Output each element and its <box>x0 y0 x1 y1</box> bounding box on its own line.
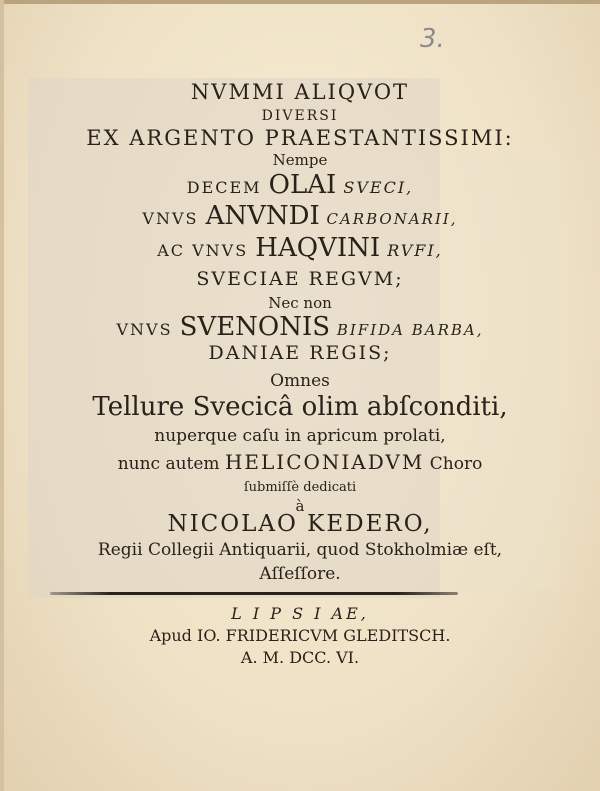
title-line: ſubmiſſè dedicati <box>243 480 357 495</box>
title-line: SVECIAE REGVM; <box>196 268 404 290</box>
title-line: nuperque caſu in apricum prolati, <box>154 426 446 446</box>
title-line: DIVERSI <box>261 108 339 124</box>
divider-rule <box>50 592 458 595</box>
title-line: DANIAE REGIS; <box>208 342 392 364</box>
title-line: NVMMI ALIQVOT <box>190 80 410 104</box>
title-segment: RVFI, <box>380 241 443 260</box>
title-segment: BIFIDA BARBA, <box>330 321 484 339</box>
title-line <box>0 452 600 473</box>
title-line: Nec non <box>268 294 332 312</box>
title-segment: Choro <box>424 454 483 474</box>
title-line: Nempe <box>272 151 328 169</box>
title-line <box>0 235 600 261</box>
king-name: OLAI <box>268 170 337 200</box>
title-segment: AC VNVS <box>157 241 256 260</box>
king-name: ANVNDI <box>205 201 320 231</box>
title-line: EX ARGENTO PRAESTANTISSIMI: <box>86 126 514 150</box>
author-name: NICOLAO KEDERO, <box>167 511 433 537</box>
title-segment: VNVS <box>142 209 206 228</box>
king-name: SVENONIS <box>179 312 331 342</box>
king-name: HAQVINI <box>255 233 381 263</box>
author-title: Aſſeſſore. <box>259 564 341 584</box>
title-segment: VNVS <box>116 320 180 339</box>
imprint-place: L I P S I AE, <box>231 604 369 623</box>
title-line: Omnes <box>270 371 330 391</box>
author-title: Regii Collegii Antiquarii, quod Stokholmiæ eſt, <box>97 540 503 560</box>
imprint-publisher: Apud IO. FRIDERICVM GLEDITSCH. <box>149 626 451 645</box>
imprint-year: A. M. DCC. VI. <box>240 648 360 667</box>
title-line <box>0 172 600 198</box>
page-edge <box>0 0 600 4</box>
title-line <box>0 203 600 229</box>
title-line: Tellure Svecicâ olim abſconditi, <box>92 392 508 422</box>
title-segment: CARBONARII, <box>319 210 458 228</box>
title-segment: SVECI, <box>336 178 414 197</box>
title-line <box>0 314 600 340</box>
title-line: à <box>295 497 305 515</box>
dedicatee-name: HELICONIADVM <box>224 450 425 474</box>
title-segment: nunc autem <box>117 454 225 474</box>
pencil-page-number: 3. <box>420 24 445 54</box>
title-segment: DECEM <box>186 178 269 197</box>
